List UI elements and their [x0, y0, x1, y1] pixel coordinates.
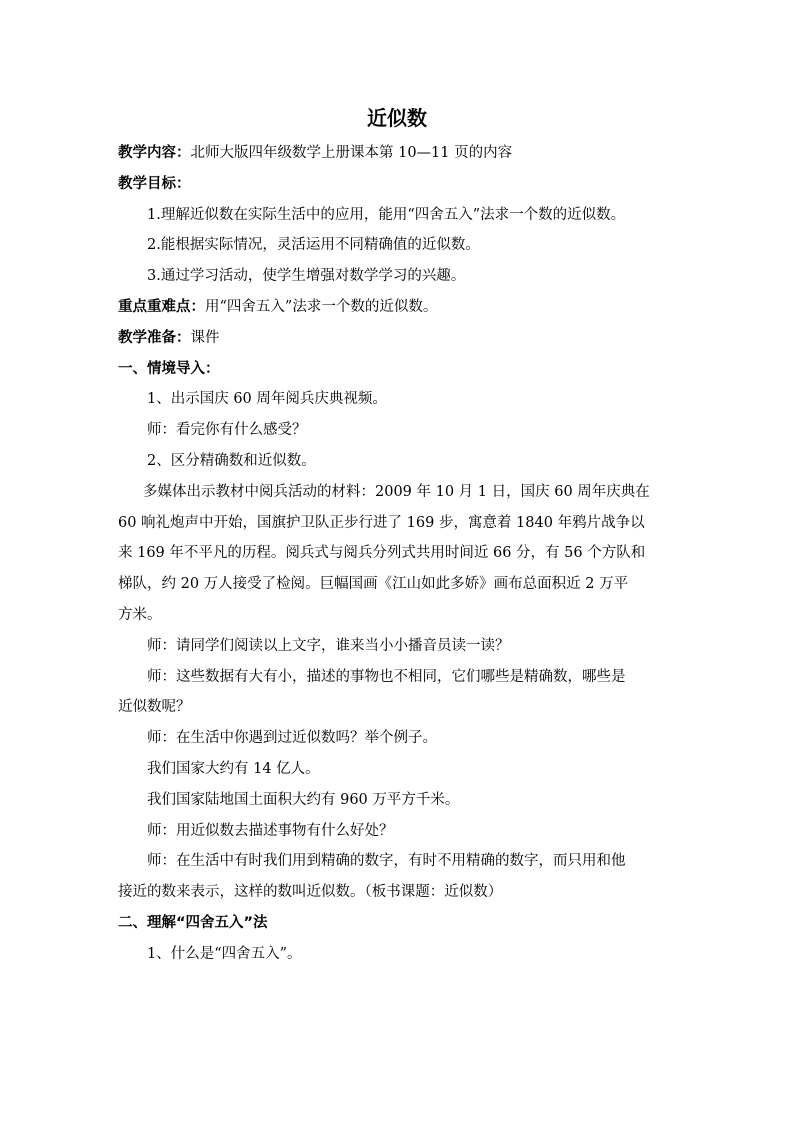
- section-1-heading: 一、情境导入：: [118, 360, 220, 377]
- s1-summary-line-2: 接近的数来表示，这样的数叫近似数。（板书课题：近似数）: [118, 884, 503, 901]
- document-body: [118, 138, 678, 970]
- document-title: 近似数: [367, 106, 427, 130]
- teaching-content-text: 北师大版四年级数学上册课本第 10—11 页的内容: [190, 145, 513, 161]
- key-points-text: 用“四舍五入”法求一个数的近似数。: [205, 298, 438, 315]
- s1-line-1: 1、出示国庆 60 周年阅兵庆典视频。: [147, 391, 387, 408]
- key-points-line: [118, 292, 678, 323]
- s1-question-line-1: 师：这些数据有大有小，描述的事物也不相同，它们哪些是精确数，哪些是: [147, 668, 626, 685]
- s1-paragraph-line-4: 梯队，约 20 万人接受了检阅。巨幅国画《江山如此多娇》画布总面积近 2 万平: [118, 576, 629, 593]
- key-points-label: 重点重难点：: [118, 298, 205, 315]
- goal-item-3: 3.通过学习活动，使学生增强对数学学习的兴趣。: [147, 268, 466, 285]
- preparation-text: 课件: [190, 329, 220, 346]
- s1-line-2: 师：看完你有什么感受？: [147, 422, 307, 439]
- s1-paragraph-line-2: 60 响礼炮声中开始，国旗护卫队正步行进了 169 步，寓意着 1840 年鸦片战争以: [118, 514, 645, 531]
- s1-paragraph-line-5: 方米。: [118, 606, 162, 623]
- teaching-content-label: 教学内容：: [118, 145, 191, 161]
- preparation-label: 教学准备：: [118, 329, 191, 346]
- teaching-content-line: [118, 138, 678, 169]
- teaching-goals-label: 教学目标：: [118, 175, 191, 192]
- s1-line-4: 师：请同学们阅读以上文字，谁来当小小播音员读一读？: [147, 637, 510, 654]
- s1-summary-line-1: 师：在生活中有时我们用到精确的数字，有时不用精确的数字，而只用和他: [147, 853, 626, 870]
- s2-line-1: 1、什么是“四舍五入”。: [147, 945, 302, 962]
- s1-question-line-2: 近似数呢？: [118, 699, 191, 716]
- s1-line-7: 我们国家陆地国土面积大约有 960 万平方千米。: [147, 791, 460, 808]
- s1-line-5: 师：在生活中你遇到过近似数吗？举个例子。: [147, 730, 437, 747]
- s1-paragraph-line-1: 多媒体出示教材中阅兵活动的材料：2009 年 10 月 1 日，国庆 60 周年庆典在: [143, 483, 650, 500]
- section-2-heading: 二、理解“四舍五入”法: [118, 914, 268, 931]
- goal-item-1: 1.理解近似数在实际生活中的应用，能用“四舍五入”法求一个数的近似数。: [147, 206, 626, 223]
- s1-line-8: 师：用近似数去描述事物有什么好处？: [147, 822, 394, 839]
- preparation-line: [118, 323, 678, 354]
- s1-paragraph-line-3: 来 169 年不平凡的历程。阅兵式与阅兵分列式共用时间近 66 分，有 56 个方队和: [118, 545, 646, 562]
- goal-item-2: 2.能根据实际情况，灵活运用不同精确值的近似数。: [147, 237, 480, 254]
- s1-line-6: 我们国家大约有 14 亿人。: [147, 760, 320, 777]
- s1-line-3: 2、区分精确数和近似数。: [147, 452, 316, 469]
